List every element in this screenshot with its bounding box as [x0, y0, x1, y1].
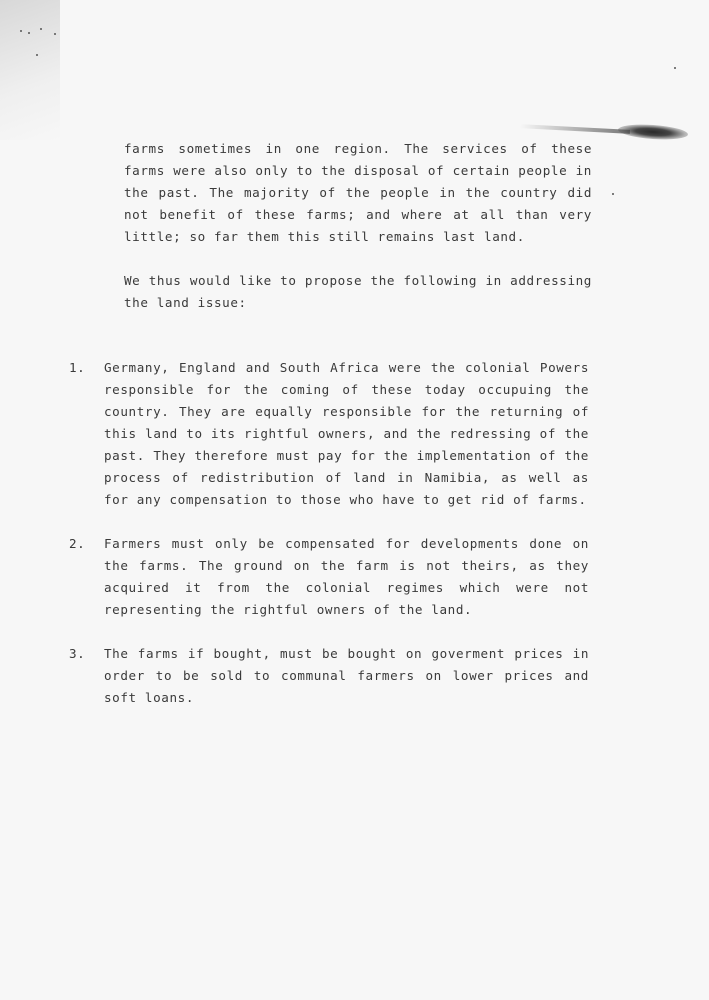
- ink-smudge: [618, 123, 689, 142]
- ink-smudge-tail: [520, 124, 630, 134]
- scan-speck: [36, 54, 38, 56]
- scan-speck: [20, 30, 22, 32]
- list-item-number: 1.: [69, 360, 86, 375]
- list-item-number: 2.: [69, 536, 86, 551]
- list-item-text: Germany, England and South Africa were the colonial Powers responsible for the coming of these today occupuing the country. They are equally responsible for the returning of this land to its rightful owners, and the redressing of the past. They therefore must pay for the implementation of the process of redistribution of land in Namibia, as well as for any compensation to those who have to get rid of farms.: [104, 360, 589, 507]
- list-item: [69, 643, 589, 709]
- list-item: [69, 357, 589, 511]
- opening-paragraph: farms sometimes in one region. The services of these farms were also only to the disposal of certain people in the past. The majority of the people in the country did not benefit of these farms; and where at all than very little; so far them this still remains last land.: [124, 141, 592, 244]
- scan-edge-shadow: [0, 0, 60, 140]
- proposal-list: [69, 357, 589, 731]
- list-item-text: The farms if bought, must be bought on goverment prices in order to be sold to communal farmers on lower prices and soft loans.: [104, 646, 589, 705]
- proposal-intro: We thus would like to propose the following in addressing the land issue:: [124, 273, 592, 310]
- scan-speck: [28, 32, 30, 34]
- list-item: [69, 533, 589, 621]
- list-item-number: 3.: [69, 646, 86, 661]
- list-item-text: Farmers must only be compensated for developments done on the farms. The ground on the farm is not theirs, as they acquired it from the colonial regimes which were not representing the rightful owners of the land.: [104, 536, 589, 617]
- scan-speck: [612, 193, 614, 195]
- scan-speck: [40, 28, 42, 30]
- scan-speck: [54, 33, 56, 35]
- body-text: [124, 138, 592, 314]
- scan-speck: [674, 67, 676, 69]
